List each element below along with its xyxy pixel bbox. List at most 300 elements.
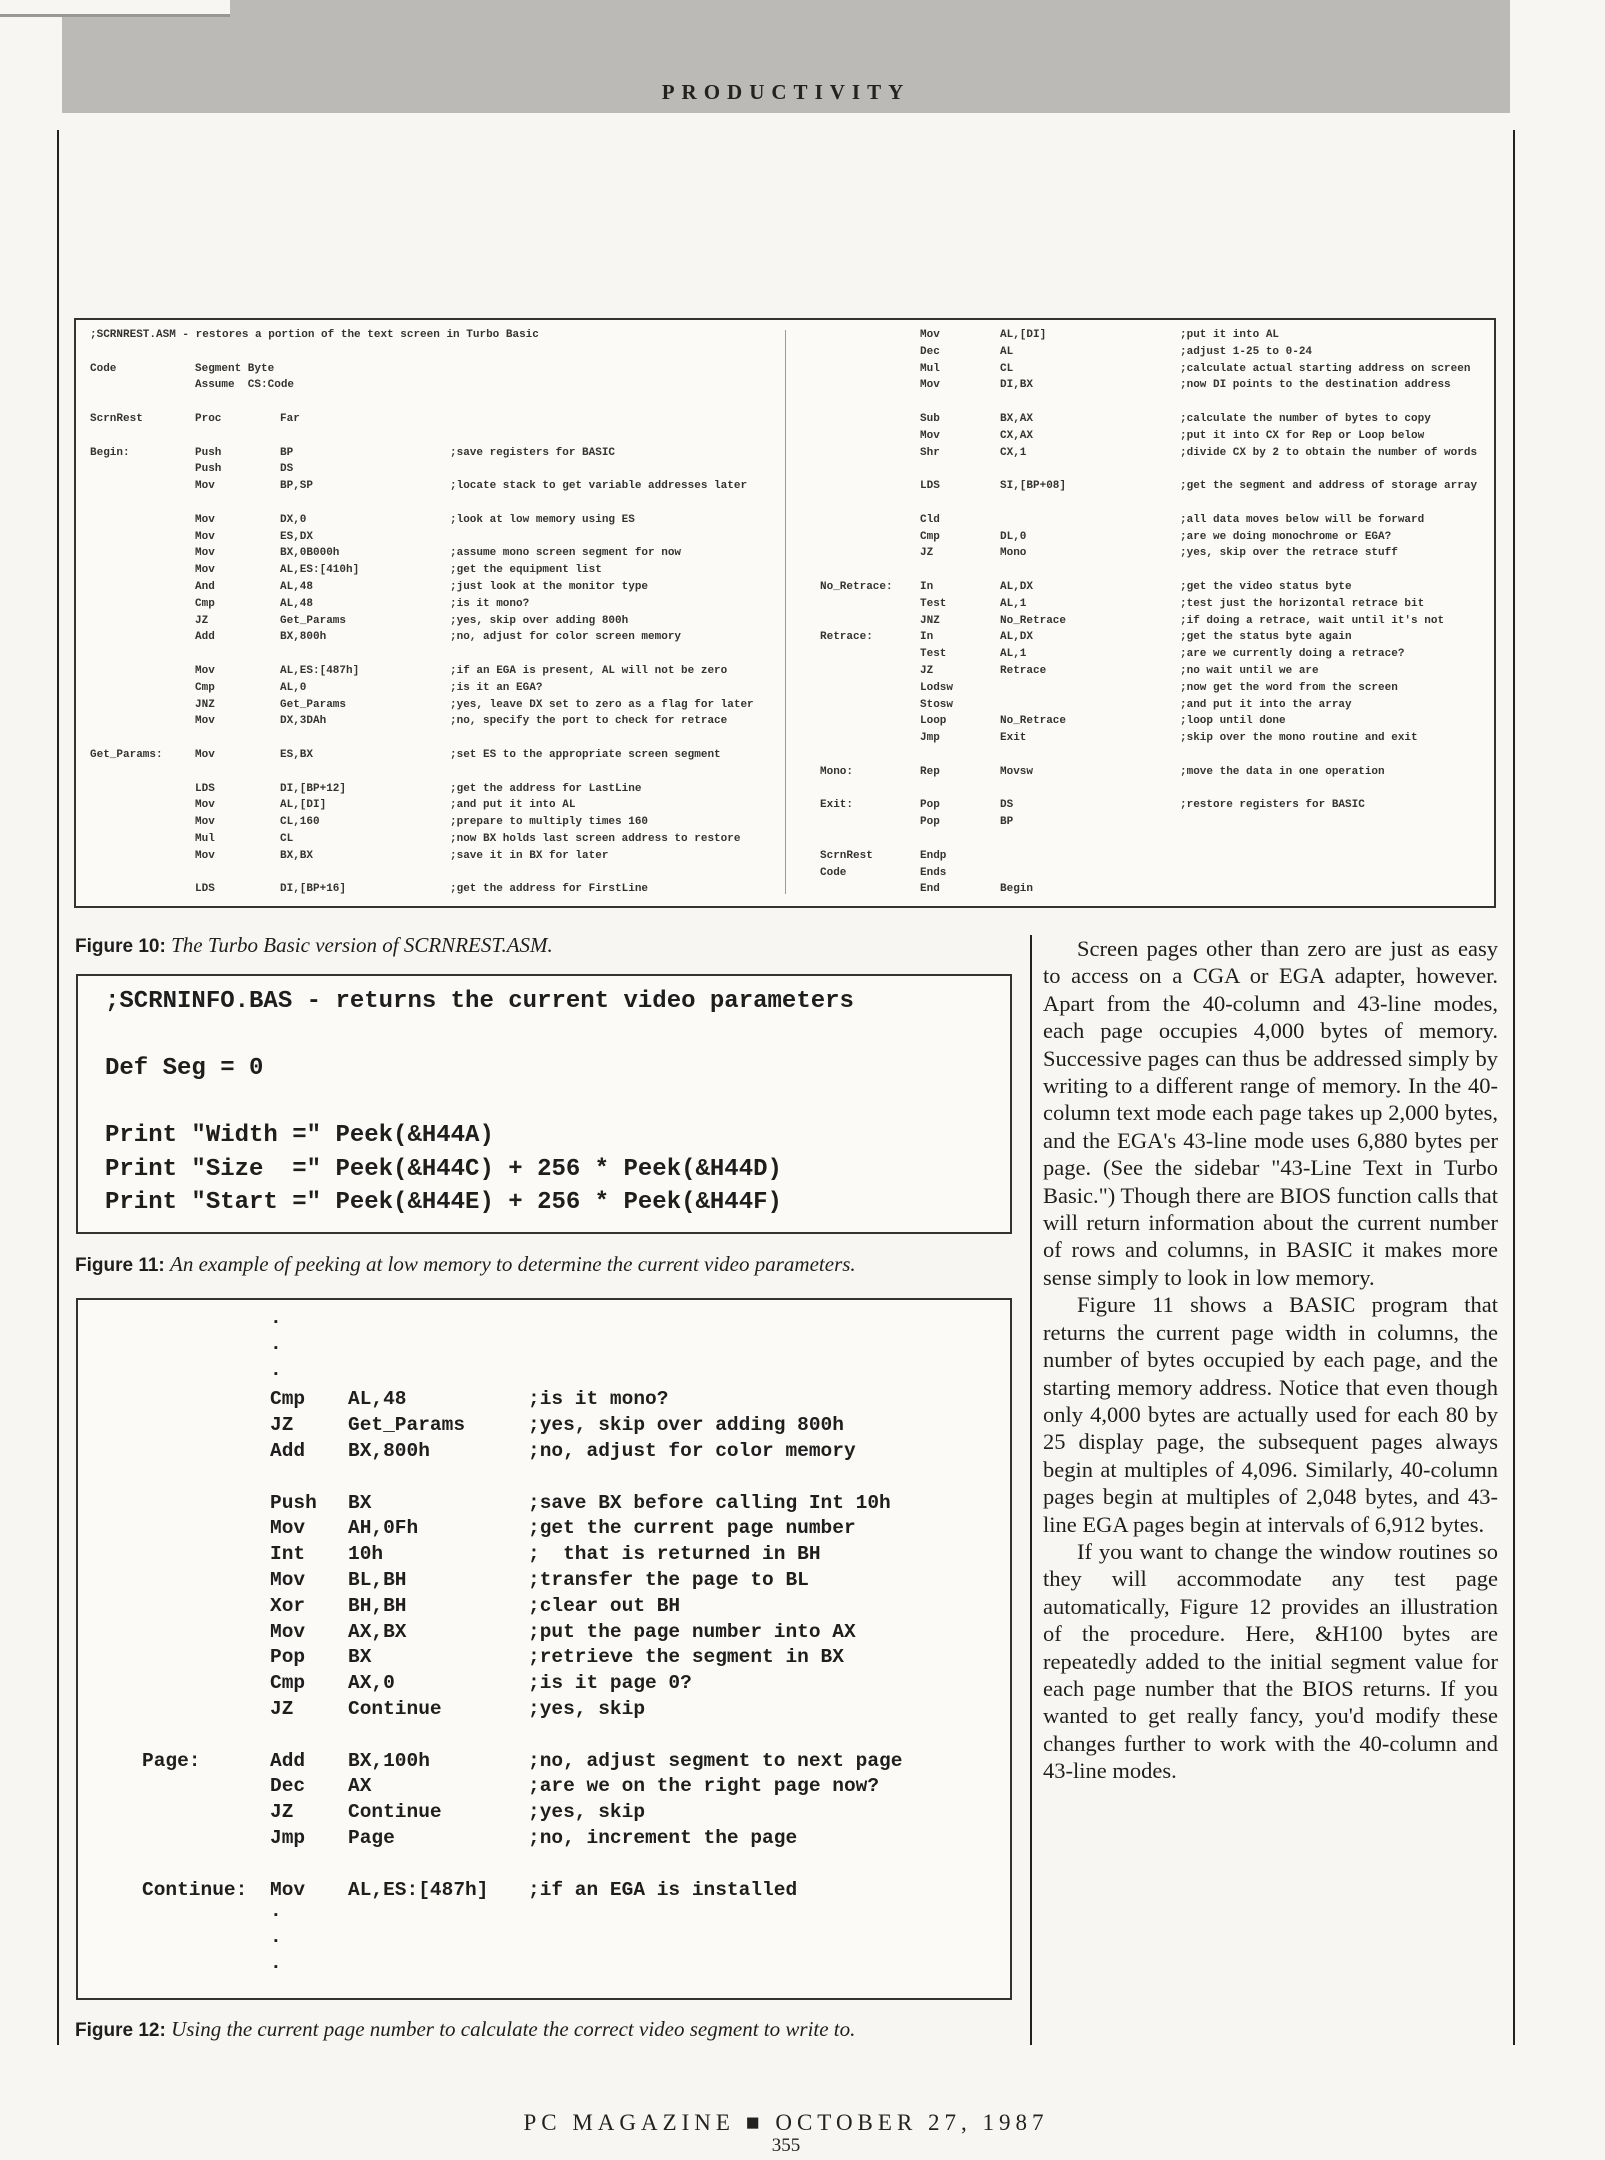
op-col: Add	[195, 631, 215, 644]
code-line	[90, 747, 780, 764]
op-col: Shr	[920, 446, 940, 459]
op-col: Assume CS:Code	[195, 379, 295, 392]
operand-col: Mono	[1000, 547, 1027, 560]
code-line	[820, 747, 1490, 764]
code-line	[142, 1645, 902, 1671]
comment-col: ;yes, skip over adding 800h	[528, 1414, 844, 1437]
op-col: ·	[270, 1930, 282, 1953]
code-line	[820, 663, 1490, 680]
op-col: In	[920, 580, 934, 593]
label-col: Exit:	[820, 799, 854, 812]
op-col: Push	[195, 463, 222, 476]
code-line	[820, 411, 1490, 428]
code-line	[142, 1723, 902, 1749]
code-line	[820, 445, 1490, 462]
code-line	[105, 1086, 854, 1120]
operand-col: BP	[280, 446, 294, 459]
section-label: PRODUCTIVITY	[661, 80, 911, 104]
operand-col: CL,160	[280, 816, 320, 829]
op-col: Mov	[195, 664, 215, 677]
code-line	[820, 613, 1490, 630]
operand-col: Exit	[1000, 732, 1027, 745]
caption-label: Figure 10:	[75, 936, 166, 957]
op-col: ·	[270, 1311, 282, 1333]
operand-col: BP	[1000, 816, 1014, 829]
code-line	[90, 730, 780, 747]
comment-col: ;save BX before calling Int 10h	[528, 1491, 891, 1514]
figure-10-left-listing	[90, 327, 780, 898]
comment-col: ;retrieve the segment in BX	[528, 1646, 844, 1669]
code-line	[90, 344, 780, 361]
code-line	[820, 579, 1490, 596]
code-line: Print "Width =" Peek(&H44A)	[105, 1122, 494, 1149]
operand-col: AL,1	[1000, 648, 1027, 661]
label-col: Continue:	[142, 1878, 248, 1901]
op-col: Xor	[270, 1594, 306, 1617]
code-line	[142, 1852, 902, 1878]
op-col: JZ	[920, 547, 934, 560]
op-col: Pop	[920, 816, 940, 829]
operand-col: BX,800h	[348, 1439, 430, 1462]
figure-10-right-listing	[820, 327, 1490, 898]
comment-col: ;if an EGA is present, AL will not be zero	[450, 664, 728, 677]
operand-col: BX,0B000h	[280, 547, 340, 560]
header-notch	[0, 0, 230, 17]
comment-col: ;set ES to the appropriate screen segment	[450, 748, 721, 761]
comment-col: ;no, specify the port to check for retrace	[450, 715, 728, 728]
code-line	[90, 461, 780, 478]
operand-col: AL	[1000, 345, 1014, 358]
comment-col: ;divide CX by 2 to obtain the number of words	[1180, 446, 1478, 459]
article-body	[1043, 935, 1498, 1785]
op-col: Mov	[195, 715, 215, 728]
op-col: Mov	[270, 1620, 306, 1643]
operand-col: Continue	[348, 1697, 442, 1720]
op-col: JZ	[270, 1414, 294, 1437]
op-col: Cmp	[270, 1672, 306, 1695]
code-line	[142, 1362, 902, 1388]
code-line	[90, 478, 780, 495]
op-col: Test	[920, 648, 947, 661]
op-col: Dec	[270, 1775, 306, 1798]
op-col: JNZ	[920, 614, 940, 627]
comment-col: ;look at low memory using ES	[450, 513, 635, 526]
comment-col: ;if an EGA is installed	[528, 1878, 798, 1901]
op-col: LDS	[195, 782, 215, 795]
operand-col: ES,DX	[280, 530, 314, 543]
comment-col: ;get the address for LastLine	[450, 782, 642, 795]
code-line	[820, 730, 1490, 747]
comment-col: ;yes, skip over the retrace stuff	[1180, 547, 1398, 560]
op-col: JZ	[270, 1801, 294, 1824]
comment-col: ;is it mono?	[528, 1388, 669, 1411]
operand-col: Movsw	[1000, 765, 1034, 778]
code-line	[90, 445, 780, 462]
code-line: Def Seg = 0	[105, 1055, 264, 1082]
figure-10-divider	[785, 330, 786, 894]
op-col: Sub	[920, 412, 940, 425]
op-col: Cmp	[195, 681, 215, 694]
op-col: Test	[920, 597, 947, 610]
comment-col: ;no, adjust segment to next page	[528, 1749, 903, 1772]
code-line	[90, 848, 780, 865]
code-line	[90, 562, 780, 579]
code-line	[820, 512, 1490, 529]
op-col: And	[195, 580, 215, 593]
code-line	[142, 1826, 902, 1852]
figure-11-caption	[75, 1252, 856, 1277]
operand-col: AL,DX	[1000, 580, 1034, 593]
code-line	[142, 1697, 902, 1723]
code-line	[142, 1929, 902, 1955]
comment-col: ;are we on the right page now?	[528, 1775, 880, 1798]
operand-col: AL,ES:[410h]	[280, 564, 360, 577]
op-col: Push	[270, 1491, 317, 1514]
op-col: ·	[270, 1904, 282, 1927]
code-line	[820, 596, 1490, 613]
code-line	[90, 428, 780, 445]
code-line	[820, 713, 1490, 730]
comment-col: ;get the current page number	[528, 1517, 856, 1540]
figure-12-caption	[75, 2017, 855, 2042]
code-line	[142, 1413, 902, 1439]
code-line	[820, 629, 1490, 646]
code-line	[820, 428, 1490, 445]
comment-col: ;are we doing monochrome or EGA?	[1180, 530, 1392, 543]
comment-col: ;skip over the mono routine and exit	[1180, 732, 1418, 745]
op-col: Loop	[920, 715, 947, 728]
comment-col: ;now BX holds last screen address to restore	[450, 832, 741, 845]
op-col: End	[920, 883, 940, 896]
operand-col: BX	[348, 1491, 372, 1514]
op-col: Proc	[195, 412, 222, 425]
code-line	[820, 764, 1490, 781]
op-col: Pop	[920, 799, 940, 812]
operand-col: Continue	[348, 1801, 442, 1824]
column-divider-rule	[1030, 935, 1032, 2045]
operand-col: AL,1	[1000, 597, 1027, 610]
code-line	[90, 361, 780, 378]
paragraph: Screen pages other than zero are just as easy to access on a CGA or EGA adapter, however. Apart from the 40-column and 43-line modes, each page occupies 4,000 bytes of memory. Successive pages can thus be addressed simply by writing to a different range of memory. In the 40-column text mode each page takes up 2,000 bytes, and the EGA's 43-line mode uses 6,880 bytes per page. (See the sidebar "43-Line Text in Turbo Basic.") Though there are BIOS function calls that will return information about the current number of rows and columns, in BASIC it makes more sense simply to look in low memory.	[1043, 936, 1498, 1290]
op-col: Mov	[195, 530, 215, 543]
code-line	[820, 478, 1490, 495]
code-line	[142, 1568, 902, 1594]
code-line	[820, 361, 1490, 378]
comment-col: ;prepare to multiply times 160	[450, 816, 649, 829]
operand-col: CX,AX	[1000, 429, 1034, 442]
right-frame-rule	[1513, 130, 1515, 2045]
operand-col: CL	[1000, 362, 1014, 375]
op-col: LDS	[920, 480, 940, 493]
figure-10-caption	[75, 933, 553, 958]
operand-col: CX,1	[1000, 446, 1027, 459]
code-line	[90, 377, 780, 394]
operand-col: AL,48	[280, 597, 314, 610]
comment-col: ;get the video status byte	[1180, 580, 1352, 593]
caption-text: An example of peeking at low memory to determine the current video parameters.	[170, 1252, 856, 1276]
op-col: Mov	[195, 564, 215, 577]
operand-col: Page	[348, 1826, 395, 1849]
op-col: Add	[270, 1749, 306, 1772]
op-col: Jmp	[920, 732, 940, 745]
comment-col: ;and put it into AL	[450, 799, 576, 812]
code-line	[90, 680, 780, 697]
code-line	[142, 1620, 902, 1646]
caption-text: The Turbo Basic version of SCRNREST.ASM.	[171, 933, 553, 957]
code-line	[90, 545, 780, 562]
operand-col: AL,[DI]	[1000, 329, 1047, 341]
op-col: Mov	[270, 1878, 306, 1901]
code-line	[90, 512, 780, 529]
comment-col: ;get the status byte again	[1180, 631, 1352, 644]
op-col: Mov	[195, 849, 215, 862]
code-line	[820, 327, 1490, 344]
operand-col: DS	[1000, 799, 1014, 812]
operand-col: AX	[348, 1775, 372, 1798]
op-col: ·	[270, 1362, 282, 1385]
comment-col: ;locate stack to get variable addresses later	[450, 480, 748, 493]
operand-col: AX,0	[348, 1672, 395, 1695]
paragraph: Figure 11 shows a BASIC program that returns the current page width in columns, the number of bytes occupied by each page, and the starting memory address. Notice that even though only 4,000 bytes are actually used for each 80 by 25 display page, the subsequent pages always begin at multiples of 4,096. Similarly, 40-column pages begin at multiples of 2,048 bytes, and 43-line EGA pages begin at intervals of 6,912 bytes.	[1043, 1292, 1498, 1537]
operand-col: Get_Params	[280, 698, 347, 711]
code-line	[142, 1594, 902, 1620]
operand-col: SI,[BP+08]	[1000, 480, 1067, 493]
op-col: Add	[270, 1439, 306, 1462]
op-col: Cmp	[920, 530, 940, 543]
operand-col: BL,BH	[348, 1568, 407, 1591]
op-col: Rep	[920, 765, 940, 778]
code-line	[142, 1542, 902, 1568]
op-col: Pop	[270, 1646, 306, 1669]
op-col: Mov	[195, 799, 215, 812]
code-line	[90, 865, 780, 882]
comment-col: ;clear out BH	[528, 1594, 681, 1617]
code-line	[820, 865, 1490, 882]
code-line	[90, 411, 780, 428]
operand-col: AL,48	[348, 1388, 407, 1411]
code-line	[142, 1749, 902, 1775]
comment-col: ;move the data in one operation	[1180, 765, 1385, 778]
operand-col: Get_Params	[348, 1414, 466, 1437]
code-line	[90, 831, 780, 848]
comment-col: ;are we currently doing a retrace?	[1180, 648, 1405, 661]
comment-col: ;restore registers for BASIC	[1180, 799, 1365, 812]
caption-text: Using the current page number to calculate the correct video segment to write to.	[171, 2017, 856, 2041]
op-col: Mov	[920, 379, 940, 392]
code-line	[142, 1336, 902, 1362]
operand-col: DL,0	[1000, 530, 1027, 543]
code-line	[90, 797, 780, 814]
op-col: Mov	[920, 329, 940, 341]
code-line	[142, 1387, 902, 1413]
code-line	[142, 1878, 902, 1904]
op-col: Segment Byte	[195, 362, 275, 375]
operand-col: AL,DX	[1000, 631, 1034, 644]
code-line	[142, 1671, 902, 1697]
op-col: Mov	[920, 429, 940, 442]
operand-col: DS	[280, 463, 294, 476]
comment-col: ;no, increment the page	[528, 1826, 798, 1849]
operand-col: AH,0Fh	[348, 1517, 419, 1540]
operand-col: BX,800h	[280, 631, 327, 644]
op-col: Dec	[920, 345, 940, 358]
code-line	[820, 646, 1490, 663]
op-col: Mov	[195, 480, 215, 493]
code-line	[820, 831, 1490, 848]
code-line	[105, 1019, 854, 1053]
label-col: No_Retrace:	[820, 580, 893, 593]
comment-col: ;calculate actual starting address on screen	[1180, 362, 1471, 375]
comment-col: ;put it into AL	[1180, 329, 1280, 341]
comment-col: ;now DI points to the destination address	[1180, 379, 1451, 392]
comment-col: ;now get the word from the screen	[1180, 681, 1398, 694]
comment-col: ;assume mono screen segment for now	[450, 547, 682, 560]
figure-11-listing	[105, 985, 854, 1220]
left-frame-rule	[57, 130, 59, 2045]
operand-col: BX,100h	[348, 1749, 430, 1772]
op-col: Cmp	[195, 597, 215, 610]
code-line	[90, 781, 780, 798]
code-line	[90, 495, 780, 512]
label-col: Code	[90, 362, 117, 375]
comment-col: ;is it an EGA?	[450, 681, 543, 694]
code-line	[820, 848, 1490, 865]
code-line	[820, 697, 1490, 714]
operand-col: BP,SP	[280, 480, 314, 493]
op-col: Push	[195, 446, 222, 459]
comment-col: ;get the address for FirstLine	[450, 883, 649, 896]
label-col: Mono:	[820, 765, 854, 778]
op-col: Lodsw	[920, 681, 954, 694]
op-col: Ends	[920, 866, 947, 879]
comment-col: ;yes, skip over adding 800h	[450, 614, 629, 627]
operand-col: ES,BX	[280, 748, 314, 761]
op-col: JZ	[195, 614, 209, 627]
code-line: ;SCRNINFO.BAS - returns the current video parameters	[105, 988, 854, 1015]
code-line	[142, 1491, 902, 1517]
operand-col: AL,[DI]	[280, 799, 327, 812]
comment-col: ;get the segment and address of storage array	[1180, 480, 1478, 493]
code-line	[142, 1955, 902, 1981]
code-line	[820, 529, 1490, 546]
op-col: In	[920, 631, 934, 644]
comment-col: ;no, adjust for color memory	[528, 1439, 856, 1462]
label-col: Page:	[142, 1749, 201, 1772]
comment-col: ; that is returned in BH	[528, 1543, 821, 1566]
label-col: ;SCRNREST.ASM - restores a portion of the text screen in Turbo Basic	[90, 329, 539, 341]
code-line	[90, 394, 780, 411]
label-col: ScrnRest	[820, 849, 873, 862]
code-line	[90, 596, 780, 613]
code-line	[90, 529, 780, 546]
code-line	[142, 1310, 902, 1336]
operand-col: No_Retrace	[1000, 715, 1067, 728]
comment-col: ;is it page 0?	[528, 1672, 692, 1695]
operand-col: AL,ES:[487h]	[280, 664, 360, 677]
code-line	[820, 394, 1490, 411]
op-col: Mul	[195, 832, 215, 845]
op-col: LDS	[195, 883, 215, 896]
code-line	[820, 680, 1490, 697]
comment-col: ;yes, skip	[528, 1801, 646, 1824]
magazine-footer: PC MAGAZINE ■ OCTOBER 27, 1987	[523, 2110, 1049, 2135]
code-line	[142, 1800, 902, 1826]
figure-12-listing	[142, 1310, 902, 1981]
op-col: Mov	[270, 1568, 306, 1591]
code-line	[142, 1774, 902, 1800]
comment-col: ;yes, leave DX set to zero as a flag for later	[450, 698, 754, 711]
code-line	[142, 1903, 902, 1929]
label-col: Retrace:	[820, 631, 873, 644]
operand-col: DI,[BP+12]	[280, 782, 347, 795]
operand-col: DX,0	[280, 513, 307, 526]
operand-col: Get_Params	[280, 614, 347, 627]
operand-col: AL,ES:[487h]	[348, 1878, 489, 1901]
code-line	[90, 697, 780, 714]
comment-col: ;all data moves below will be forward	[1180, 513, 1425, 526]
op-col: Endp	[920, 849, 947, 862]
operand-col: AL,48	[280, 580, 314, 593]
op-col: Mov	[195, 748, 215, 761]
label-col: Begin:	[90, 446, 130, 459]
code-line	[90, 646, 780, 663]
comment-col: ;put the page number into AX	[528, 1620, 856, 1643]
comment-col: ;calculate the number of bytes to copy	[1180, 412, 1431, 425]
operand-col: AL,0	[280, 681, 307, 694]
operand-col: 10h	[348, 1543, 384, 1566]
code-line: Print "Size =" Peek(&H44C) + 256 * Peek(&H44D)	[105, 1155, 782, 1183]
op-col: Mov	[270, 1517, 306, 1540]
code-line	[90, 629, 780, 646]
comment-col: ;transfer the page to BL	[528, 1568, 809, 1591]
code-line: Print "Start =" Peek(&H44E) + 256 * Peek(&H44F)	[105, 1189, 782, 1216]
op-col: Cmp	[270, 1388, 306, 1411]
comment-col: ;save registers for BASIC	[450, 446, 616, 459]
code-line	[142, 1516, 902, 1542]
operand-col: DI,[BP+16]	[280, 883, 347, 896]
code-line	[90, 327, 780, 344]
code-line	[820, 344, 1490, 361]
code-line	[820, 797, 1490, 814]
op-col: Stosw	[920, 698, 954, 711]
label-col: ScrnRest	[90, 412, 143, 425]
op-col: JNZ	[195, 698, 215, 711]
code-line	[820, 881, 1490, 898]
page-number: 355	[771, 2135, 801, 2156]
caption-label: Figure 11:	[75, 1255, 165, 1276]
code-line	[90, 579, 780, 596]
comment-col: ;no, adjust for color screen memory	[450, 631, 682, 644]
operand-col: BX	[348, 1646, 372, 1669]
op-col: Mov	[195, 816, 215, 829]
comment-col: ;test just the horizontal retrace bit	[1180, 597, 1425, 610]
op-col: Jmp	[270, 1826, 306, 1849]
comment-col: ;if doing a retrace, wait until it's not	[1180, 614, 1445, 627]
code-line	[90, 881, 780, 898]
op-col: JZ	[920, 664, 934, 677]
op-col: ·	[270, 1336, 282, 1359]
code-line	[90, 713, 780, 730]
operand-col: Begin	[1000, 883, 1034, 896]
operand-col: DI,BX	[1000, 379, 1034, 392]
comment-col: ;adjust 1-25 to 0-24	[1180, 345, 1313, 358]
op-col: ·	[270, 1955, 282, 1978]
label-col: Code	[820, 866, 847, 879]
op-col: Mov	[195, 513, 215, 526]
operand-col: DX,3DAh	[280, 715, 327, 728]
operand-col: BH,BH	[348, 1594, 407, 1617]
operand-col: AX,BX	[348, 1620, 407, 1643]
